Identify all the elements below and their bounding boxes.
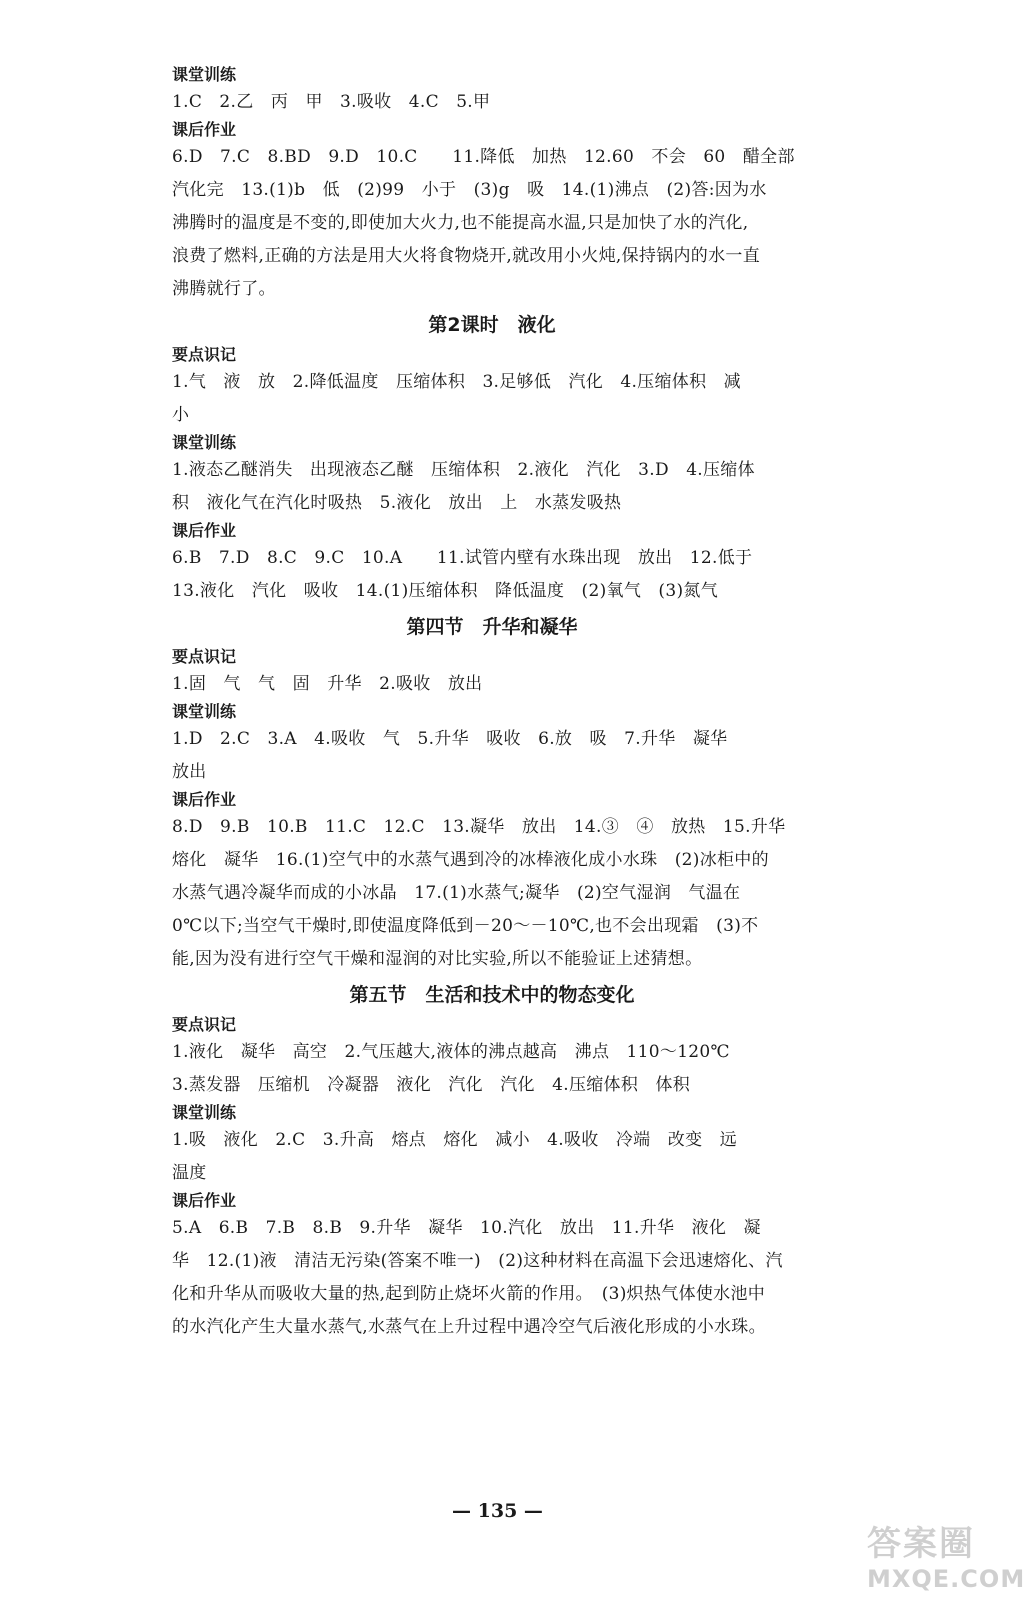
answer-line: 6.D 7.C 8.BD 9.D 10.C 11.降低 加热 12.60 不会 60 醋全部 <box>172 147 795 167</box>
answer-line: 5.A 6.B 7.B 8.B 9.升华 凝华 10.汽化 放出 11.升华 液化 凝 <box>172 1218 761 1238</box>
answer-line: 1.液化 凝华 高空 2.气压越大,液体的沸点越高 沸点 110～120℃ <box>172 1042 730 1062</box>
answer-line: 1.固 气 气 固 升华 2.吸收 放出 <box>172 674 483 694</box>
answer-line: 水蒸气遇冷凝华而成的小冰晶 17.(1)水蒸气;凝华 (2)空气湿润 气温在 <box>172 883 741 903</box>
answer-line: 熔化 凝华 16.(1)空气中的水蒸气遇到冷的冰棒液化成小水珠 (2)冰柜中的 <box>172 850 769 870</box>
answer-line: 放出 <box>172 762 207 782</box>
answer-line: 汽化完 13.(1)b 低 (2)99 小于 (3)g 吸 14.(1)沸点 (2)答:因为水 <box>172 180 767 200</box>
answer-line: 能,因为没有进行空气干燥和湿润的对比实验,所以不能验证上述猜想。 <box>172 949 703 969</box>
answer-line: 1.吸 液化 2.C 3.升高 熔点 熔化 减小 4.吸收 冷端 改变 远 <box>172 1130 737 1150</box>
subsection-heading: 课堂训练 <box>172 702 237 721</box>
answer-line: 13.液化 汽化 吸收 14.(1)压缩体积 降低温度 (2)氧气 (3)氮气 <box>172 581 719 601</box>
subsection-heading: 课后作业 <box>172 120 237 139</box>
answer-line: 0℃以下;当空气干燥时,即使温度降低到－20～－10℃,也不会出现霜 (3)不 <box>172 916 759 936</box>
answer-page <box>172 64 812 1344</box>
answer-line: 沸腾就行了。 <box>172 279 276 299</box>
section-title: 第五节 生活和技术中的物态变化 <box>349 984 635 1006</box>
subsection-heading: 要点识记 <box>172 647 237 666</box>
subsection-heading: 课堂训练 <box>172 1103 237 1122</box>
watermark-top: 答案圈 <box>867 1524 975 1564</box>
subsection-heading: 课堂训练 <box>172 433 237 452</box>
watermark-logo <box>867 1516 1025 1593</box>
subsection-heading: 要点识记 <box>172 1015 237 1034</box>
answer-line: 的水汽化产生大量水蒸气,水蒸气在上升过程中遇冷空气后液化形成的小水珠。 <box>172 1317 766 1337</box>
answer-line: 3.蒸发器 压缩机 冷凝器 液化 汽化 汽化 4.压缩体积 体积 <box>172 1075 691 1095</box>
answer-line: 1.D 2.C 3.A 4.吸收 气 5.升华 吸收 6.放 吸 7.升华 凝华 <box>172 729 728 749</box>
subsection-heading: 课堂训练 <box>172 65 237 84</box>
answer-line: 小 <box>172 405 190 425</box>
subsection-heading: 要点识记 <box>172 345 237 364</box>
answer-line: 1.液态乙醚消失 出现液态乙醚 压缩体积 2.液化 汽化 3.D 4.压缩体 <box>172 460 755 480</box>
answer-line: 积 液化气在汽化时吸热 5.液化 放出 上 水蒸发吸热 <box>172 493 622 513</box>
answer-line: 温度 <box>172 1163 207 1183</box>
answer-line: 8.D 9.B 10.B 11.C 12.C 13.凝华 放出 14.③ ④ 放热 15.升华 <box>172 817 786 837</box>
answer-line: 6.B 7.D 8.C 9.C 10.A 11.试管内壁有水珠出现 放出 12.低于 <box>172 548 753 568</box>
page-number: — 135 — <box>452 1500 543 1522</box>
section-title: 第四节 升华和凝华 <box>406 616 578 638</box>
watermark-bottom: MXQE.COM <box>867 1565 1025 1593</box>
subsection-heading: 课后作业 <box>172 790 237 809</box>
subsection-heading: 课后作业 <box>172 521 237 540</box>
section-title: 第2课时 液化 <box>428 314 556 336</box>
answer-line: 化和升华从而吸收大量的热,起到防止烧坏火箭的作用。 (3)炽热气体使水池中 <box>172 1284 766 1304</box>
subsection-heading: 课后作业 <box>172 1191 237 1210</box>
answer-line: 沸腾时的温度是不变的,即使加大火力,也不能提高水温,只是加快了水的汽化, <box>172 213 749 233</box>
answer-line: 华 12.(1)液 清洁无污染(答案不唯一) (2)这种材料在高温下会迅速熔化、汽 <box>172 1251 783 1271</box>
answer-line: 1.气 液 放 2.降低温度 压缩体积 3.足够低 汽化 4.压缩体积 减 <box>172 372 741 392</box>
answer-line: 1.C 2.乙 丙 甲 3.吸收 4.C 5.甲 <box>172 92 491 112</box>
answer-line: 浪费了燃料,正确的方法是用大火将食物烧开,就改用小火炖,保持锅内的水一直 <box>172 246 761 266</box>
